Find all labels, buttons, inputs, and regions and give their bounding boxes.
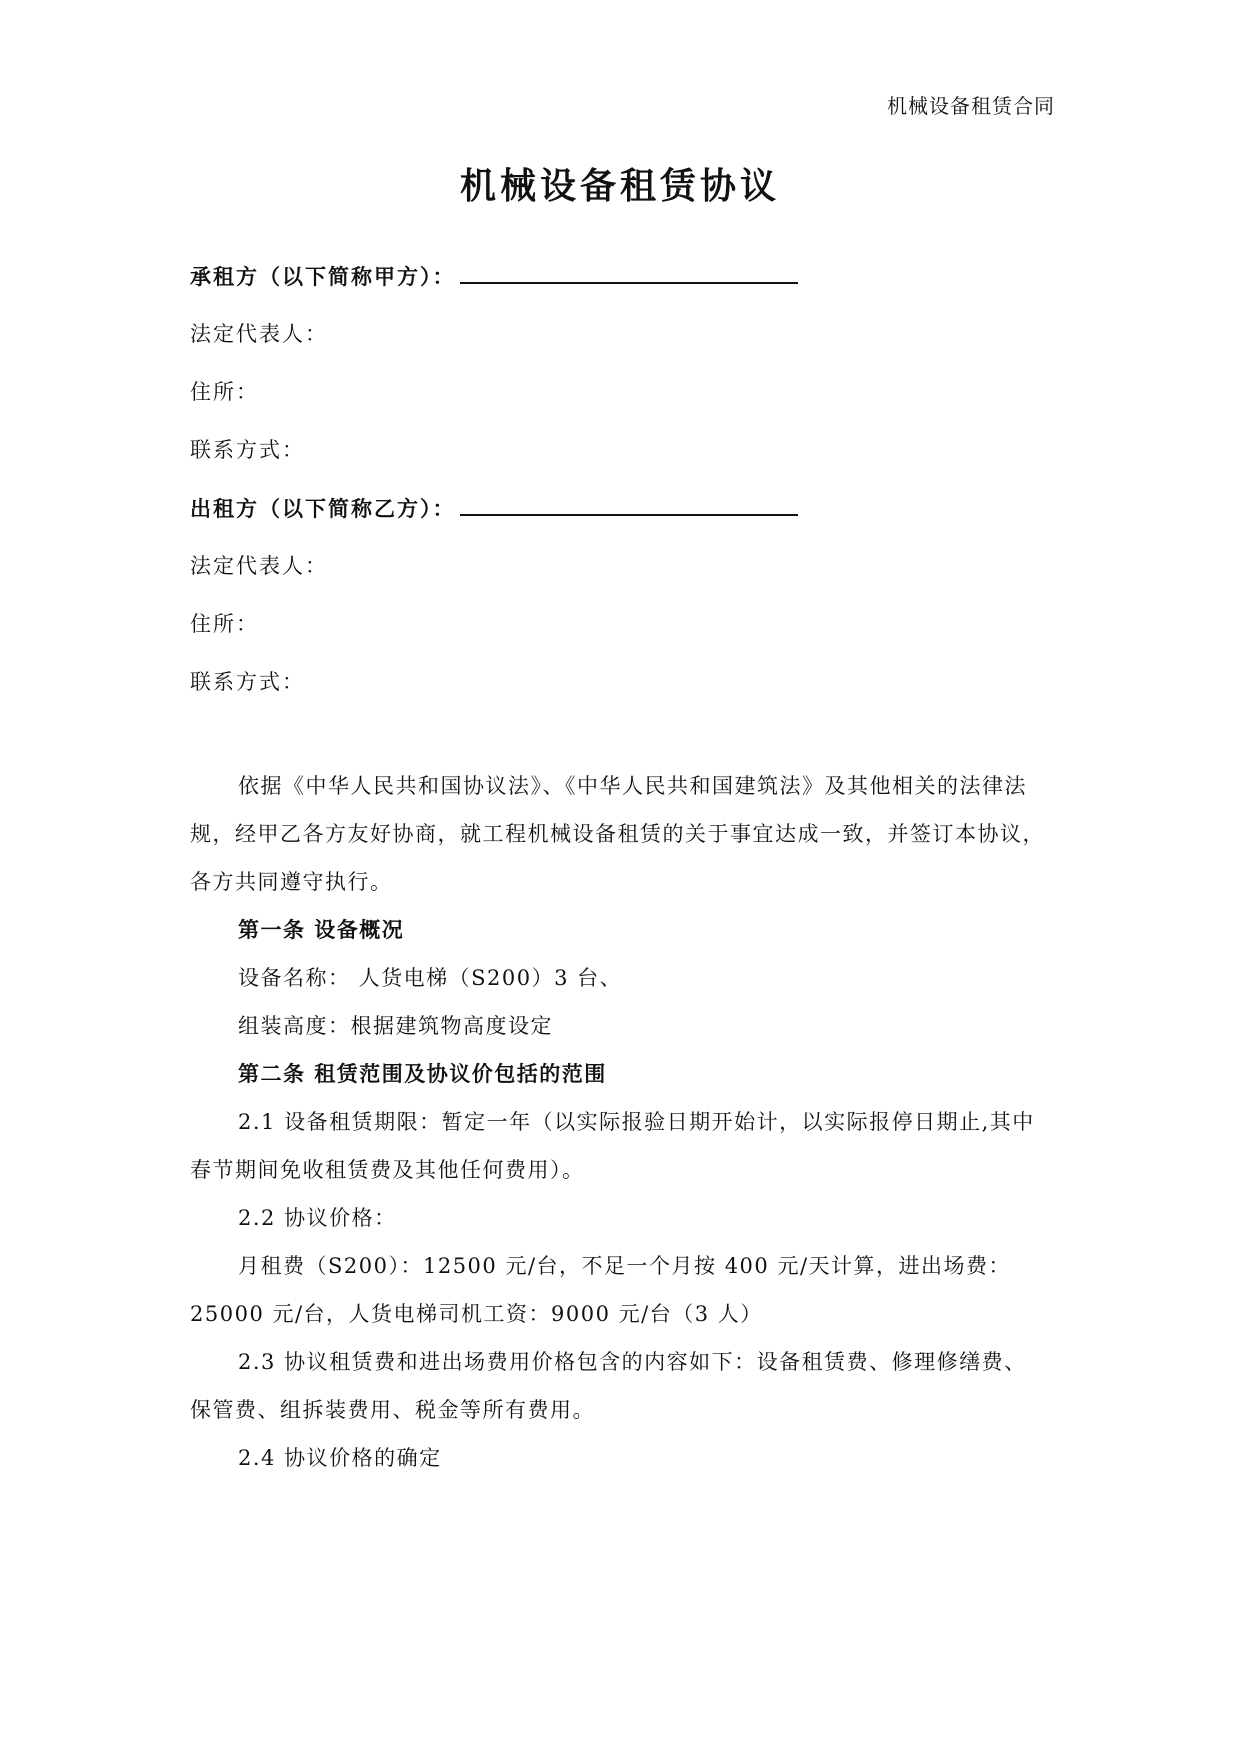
party-a-rep: 法定代表人：	[190, 322, 328, 346]
party-a-address: 住所：	[190, 380, 259, 404]
party-b-contact: 联系方式：	[190, 670, 305, 694]
party-b-label	[190, 492, 798, 523]
preamble-paragraph: 依据《中华人民共和国协议法》、《中华人民共和国建筑法》及其他相关的法律法规，经甲乙各方友好协商，就工程机械设备租赁的关于事宜达成一致，并签订本协议，各方共同遵守执行。	[190, 774, 1045, 894]
party-a-label-text: 承租方（以下简称甲方）：	[190, 265, 456, 289]
equipment-name: 设备名称： 人货电梯（S200）3 台、	[238, 966, 623, 990]
document-title: 机械设备租赁协议	[459, 166, 780, 207]
article-2-title: 第二条 租赁范围及协议价包括的范围	[238, 1062, 607, 1086]
clause-2-4: 2.4 协议价格的确定	[238, 1446, 442, 1470]
party-a-contact: 联系方式：	[190, 438, 305, 462]
party-b-label-text: 出租方（以下简称乙方）：	[190, 497, 456, 521]
clause-2-1: 2.1 设备租赁期限：暂定一年（以实际报验日期开始计，以实际报停日期止,其中春节期间免收租赁费及其他任何费用）。	[190, 1110, 1035, 1182]
contract-body	[190, 762, 1045, 1482]
party-a-name-blank[interactable]	[460, 260, 798, 284]
party-b-address: 住所：	[190, 612, 259, 636]
party-b-name-blank[interactable]	[460, 492, 798, 516]
party-b-rep: 法定代表人：	[190, 554, 328, 578]
clause-2-2-detail: 月租费（S200）：12500 元/台，不足一个月按 400 元/天计算，进出场费： 25000 元/台，人货电梯司机工资：9000 元/台（3 人）	[190, 1254, 1012, 1326]
party-a-label	[190, 260, 798, 291]
running-header: 机械设备租赁合同	[887, 94, 1055, 118]
assembly-height: 组装高度：根据建筑物高度设定	[238, 1014, 553, 1038]
clause-2-3: 2.3 协议租赁费和进出场费用价格包含的内容如下：设备租赁费、修理修缮费、保管费、组拆装费用、税金等所有费用。	[190, 1350, 1027, 1422]
clause-2-2: 2.2 协议价格：	[238, 1206, 397, 1230]
article-1-title: 第一条 设备概况	[238, 918, 405, 942]
